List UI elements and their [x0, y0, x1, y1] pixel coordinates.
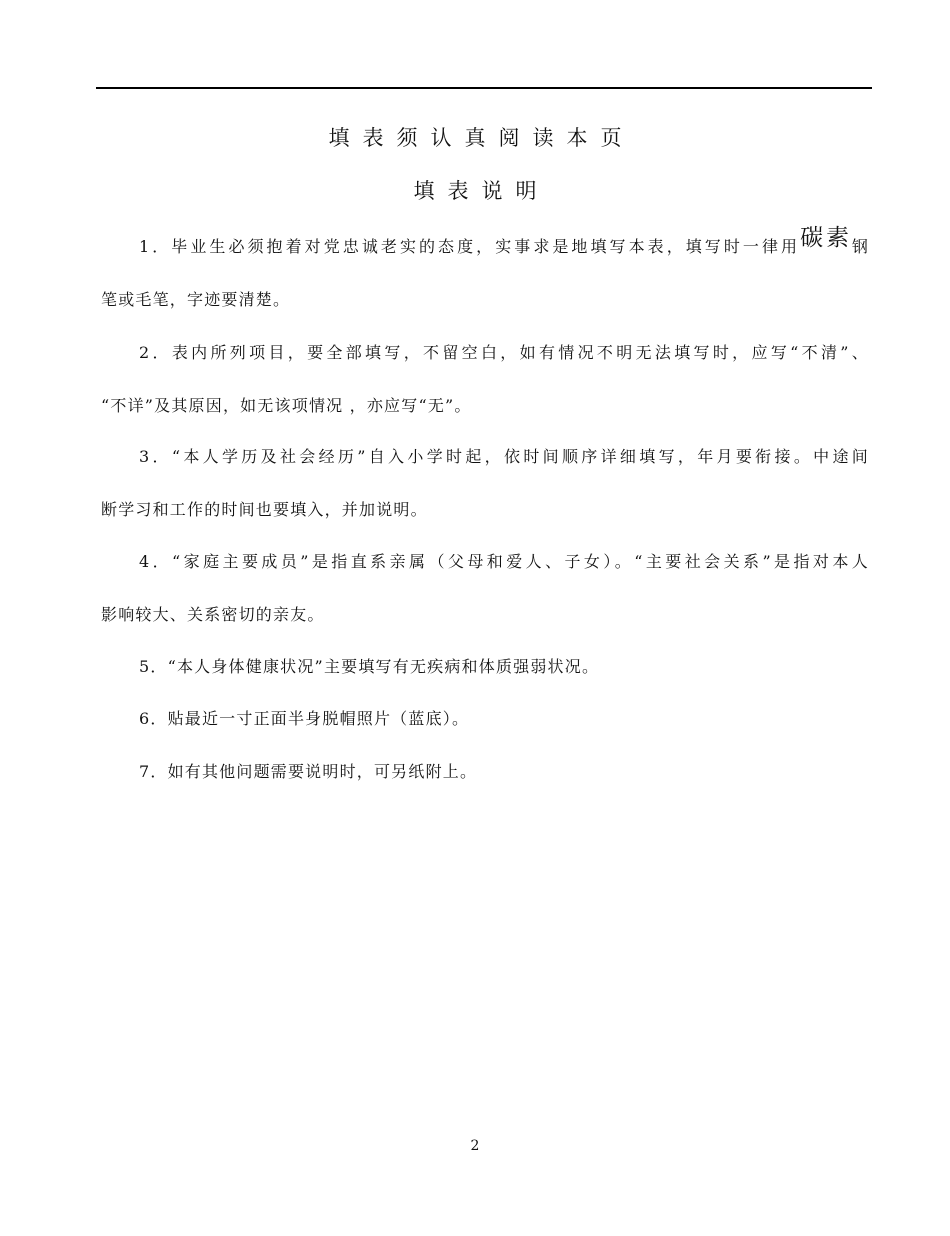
instruction-1-emphasis: 碳素: [800, 225, 852, 251]
instruction-2-line-2: “不详”及其原因，如无该项情况 ，亦应写“无”。: [101, 396, 472, 415]
header-rule: [96, 87, 872, 89]
section-title: 填表说明: [413, 179, 550, 203]
instruction-6: 6．贴最近一寸正面半身脱帽照片（蓝底）。: [139, 709, 470, 728]
instruction-4-line-1: 4．“家庭主要成员”是指直系亲属（父母和爱人、子女）。“主要社会关系”是指对本人: [139, 552, 869, 571]
instruction-3-line-1: 3．“本人学历及社会经历”自入小学时起，依时间顺序详细填写，年月要衔接。中途间: [139, 447, 869, 466]
instruction-2-line-1: 2．表内所列项目，要全部填写，不留空白，如有情况不明无法填写时，应写“不清”、: [139, 343, 869, 362]
instruction-1-text: 1．毕业生必须抱着对党忠诚老实的态度，实事求是地填写本表，填写时一律用: [139, 237, 801, 256]
instruction-5: 5．“本人身体健康状况”主要填写有无疾病和体质强弱状况。: [139, 657, 600, 676]
page-number: 2: [470, 1138, 480, 1154]
page-title: 填表须认真阅读本页: [328, 126, 635, 150]
instruction-1-line-2: 笔或毛笔，字迹要清楚。: [101, 290, 291, 309]
instruction-3-line-2: 断学习和工作的时间也要填入，并加说明。: [101, 500, 428, 519]
instruction-4-line-2: 影响较大、关系密切的亲友。: [101, 605, 325, 624]
instruction-1-line-1: [101, 226, 869, 259]
instruction-1-tail: 钢: [851, 237, 870, 256]
instruction-7: 7．如有其他问题需要说明时，可另纸附上。: [139, 762, 478, 781]
